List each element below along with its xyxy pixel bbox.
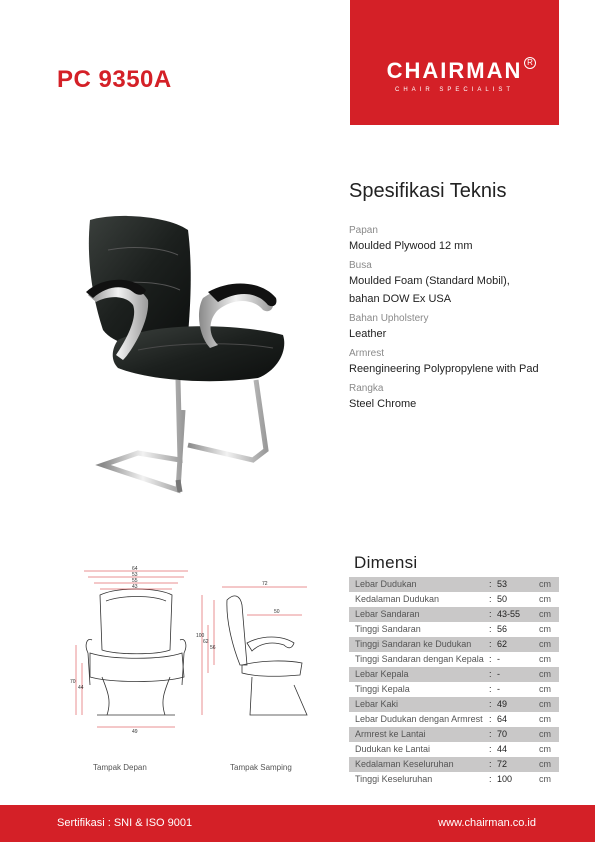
dimension-label: Lebar Dudukan xyxy=(355,579,417,589)
dimension-colon: : xyxy=(489,624,492,634)
spec-value: Leather xyxy=(349,328,387,340)
side-dim-62: 62 xyxy=(203,639,209,645)
front-dim-70: 70 xyxy=(70,679,76,685)
dimension-colon: : xyxy=(489,669,492,679)
dimension-row xyxy=(349,637,559,652)
dimension-row xyxy=(349,757,559,772)
dimension-row xyxy=(349,577,559,592)
dimension-colon: : xyxy=(489,759,492,769)
specs-heading: Spesifikasi Teknis xyxy=(349,180,507,202)
dimension-unit: cm xyxy=(539,639,551,649)
brand-name: CHAIRMAN xyxy=(386,58,523,83)
side-dim-100: 100 xyxy=(196,633,205,639)
dimension-value: 64 xyxy=(497,714,508,724)
side-view-caption: Tampak Samping xyxy=(230,763,292,772)
dimension-unit: cm xyxy=(539,579,551,589)
dimension-label: Tinggi Sandaran dengan Kepala xyxy=(355,654,484,664)
dimension-colon: : xyxy=(489,714,492,724)
side-dimension-lines xyxy=(202,587,307,715)
front-view-caption: Tampak Depan xyxy=(93,763,147,772)
front-dim-49: 49 xyxy=(132,729,138,735)
dimension-unit: cm xyxy=(539,654,551,664)
dimension-row xyxy=(349,667,559,682)
dimension-colon: : xyxy=(489,579,492,589)
dimension-value: 50 xyxy=(497,594,508,604)
dimension-label: Lebar Dudukan dengan Armrest xyxy=(355,714,483,724)
dimension-row xyxy=(349,622,559,637)
dimensions-heading: Dimensi xyxy=(354,553,418,572)
dimension-colon: : xyxy=(489,654,492,664)
dimension-unit: cm xyxy=(539,609,551,619)
dimension-colon: : xyxy=(489,744,492,754)
dimension-value: 62 xyxy=(497,639,508,649)
spec-value: Moulded Plywood 12 mm xyxy=(349,240,473,252)
side-dim-72: 72 xyxy=(262,581,268,587)
dimension-label: Lebar Kaki xyxy=(355,699,399,709)
chair-photo xyxy=(78,210,293,500)
dimension-values xyxy=(70,566,280,735)
dimension-label: Kedalaman Dudukan xyxy=(355,594,440,604)
spec-label: Rangka xyxy=(349,383,384,394)
dimension-value: 43-55 xyxy=(497,609,521,619)
dimension-label: Tinggi Sandaran xyxy=(355,624,421,634)
dimension-unit: cm xyxy=(539,744,551,754)
dimension-colon: : xyxy=(489,639,492,649)
dimension-value: 70 xyxy=(497,729,508,739)
dimension-label: Kedalaman Keseluruhan xyxy=(355,759,454,769)
dimension-unit: cm xyxy=(539,699,551,709)
dimension-colon: : xyxy=(489,774,492,784)
dimension-value: 49 xyxy=(497,699,508,709)
dimension-unit: cm xyxy=(539,594,551,604)
spec-label: Armrest xyxy=(349,348,384,359)
dimension-colon: : xyxy=(489,699,492,709)
dimension-value: 56 xyxy=(497,624,508,634)
dimension-colon: : xyxy=(489,609,492,619)
side-view-drawing xyxy=(227,596,307,715)
spec-value: bahan DOW Ex USA xyxy=(349,293,452,305)
dimension-value: 100 xyxy=(497,774,513,784)
registered-mark: R xyxy=(524,57,536,69)
dimensions-table xyxy=(349,577,559,787)
side-dim-50: 50 xyxy=(274,609,280,615)
dimension-row xyxy=(349,697,559,712)
dimension-value: 53 xyxy=(497,579,508,589)
dimension-label: Lebar Kepala xyxy=(355,669,409,679)
spec-label: Bahan Upholstery xyxy=(349,313,429,324)
dimension-unit: cm xyxy=(539,774,551,784)
dimension-unit: cm xyxy=(539,669,551,679)
dimension-value: 72 xyxy=(497,759,508,769)
dimension-row xyxy=(349,772,559,787)
dimension-row xyxy=(349,742,559,757)
spec-value: Moulded Foam (Standard Mobil), xyxy=(349,275,510,287)
front-dim-43: 43 xyxy=(132,584,138,590)
front-dim-64: 64 xyxy=(132,566,138,572)
dimension-label: Tinggi Keseluruhan xyxy=(355,774,433,784)
dimension-value: - xyxy=(497,654,500,664)
dimension-row xyxy=(349,727,559,742)
dimension-value: - xyxy=(497,684,500,694)
dimension-label: Dudukan ke Lantai xyxy=(355,744,431,754)
dimension-label: Tinggi Kepala xyxy=(355,684,410,694)
dimension-drawings xyxy=(62,565,322,770)
dimension-row xyxy=(349,592,559,607)
dimension-row xyxy=(349,682,559,697)
dimension-unit: cm xyxy=(539,624,551,634)
front-dim-44: 44 xyxy=(78,685,84,691)
dimension-unit: cm xyxy=(539,759,551,769)
spec-value: Reengineering Polypropylene with Pad xyxy=(349,363,539,375)
side-dim-56: 56 xyxy=(210,645,216,651)
website-link[interactable]: www.chairman.co.id xyxy=(438,817,536,829)
dimension-colon: : xyxy=(489,684,492,694)
dimension-unit: cm xyxy=(539,729,551,739)
dimension-label: Armrest ke Lantai xyxy=(355,729,426,739)
dimension-row xyxy=(349,712,559,727)
dimension-unit: cm xyxy=(539,714,551,724)
dimension-row xyxy=(349,652,559,667)
dimension-label: Lebar Sandaran xyxy=(355,609,420,619)
certification-text: Sertifikasi : SNI & ISO 9001 xyxy=(57,817,193,829)
spec-label: Busa xyxy=(349,260,372,271)
dimension-row xyxy=(349,607,559,622)
dimension-value: - xyxy=(497,669,500,679)
specs-list xyxy=(349,224,569,417)
front-dim-53: 53 xyxy=(132,572,138,578)
dimension-unit: cm xyxy=(539,684,551,694)
model-title: PC 9350A xyxy=(57,66,172,93)
brand-tagline: CHAIR SPECIALIST xyxy=(394,87,514,93)
dimension-label: Tinggi Sandaran ke Dudukan xyxy=(355,639,472,649)
front-dim-55: 55 xyxy=(132,578,138,584)
front-view-drawing xyxy=(86,589,186,715)
spec-label: Papan xyxy=(349,225,378,236)
dimension-colon: : xyxy=(489,594,492,604)
spec-value: Steel Chrome xyxy=(349,398,417,410)
dimension-value: 44 xyxy=(497,744,508,754)
footer-bar xyxy=(0,805,595,842)
dimension-colon: : xyxy=(489,729,492,739)
